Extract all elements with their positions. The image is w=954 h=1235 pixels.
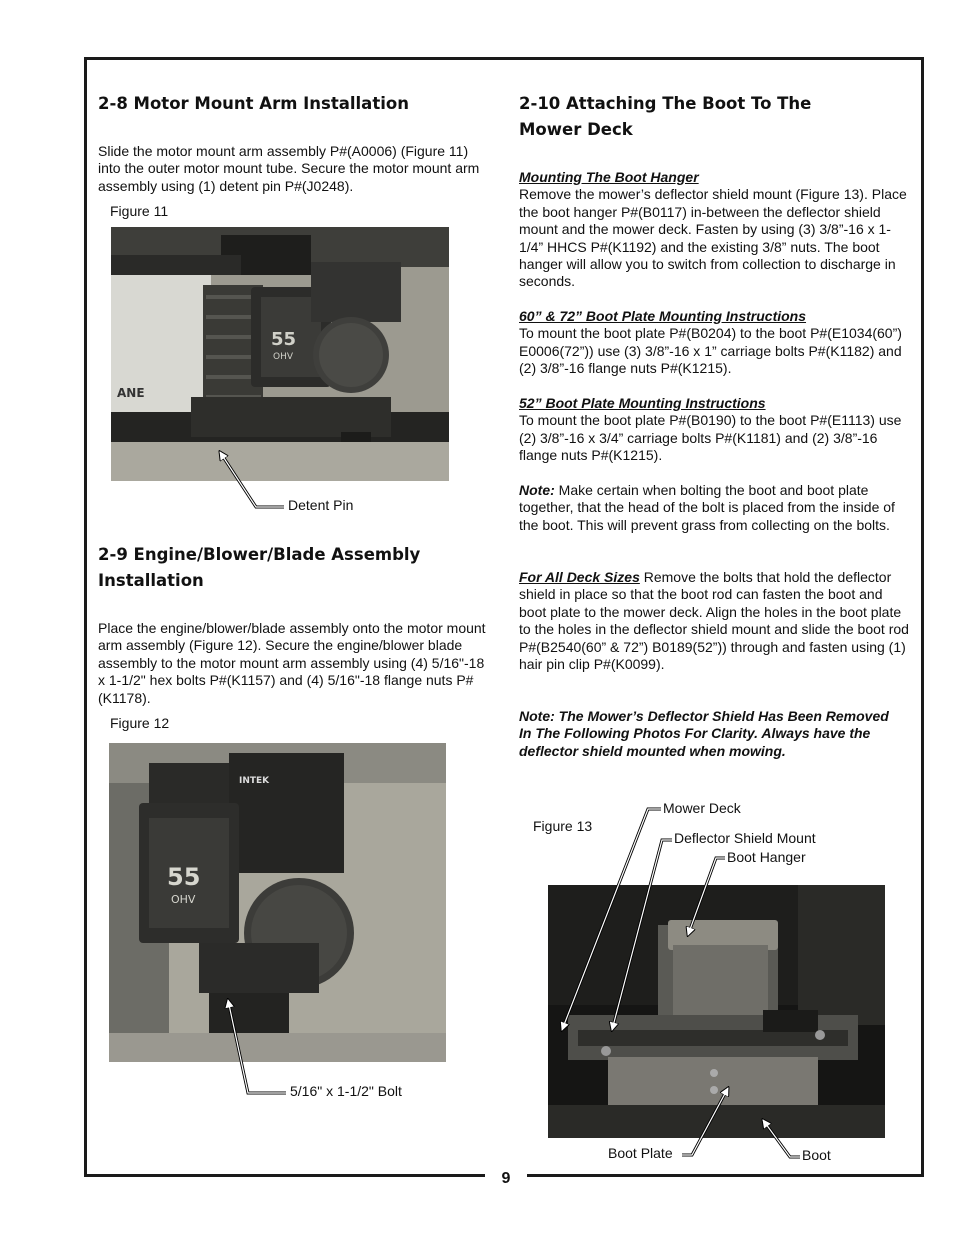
note-bolting-label: Note: [519,482,555,498]
boot-hanger-block [519,169,911,291]
fig12-intek-badge: INTEK [239,776,270,786]
figure-12-photo [109,743,446,1062]
section-2-10-heading-line1: 2-10 Attaching The Boot To The [519,94,812,113]
figure-13-photo [548,885,885,1138]
section-2-8-body: Slide the motor mount arm assembly P#(A0006) (Figure 11) into the outer motor mount tube. Secure the motor mount arm assembly using (1) detent pin P#(J0248). [98,143,480,194]
figure-13-label-deflector-shield-mount: Deflector Shield Mount [674,830,816,846]
note-bolting [519,482,911,534]
note-deflector-shield: Note: The Mower’s Deflector Shield Has Been Removed In The Following Photos For Clarity. Always have the deflector shield mounted when mowing. [519,708,889,759]
figure-13-label-mower-deck: Mower Deck [663,800,741,816]
all-deck-sizes [519,569,911,673]
section-2-8-heading: 2-8 Motor Mount Arm Installation [98,94,409,113]
fig11-engine-badge-sub: OHV [273,352,294,362]
boot-hanger-title: Mounting The Boot Hanger [519,169,699,185]
boot-plate-60-72-title: 60” & 72” Boot Plate Mounting Instructions [519,308,807,324]
boot-plate-52-body: To mount the boot plate P#(B0190) to the boot P#(E1113) use (2) 3/8”-16 x 3/4” carriage bolts P#(K1181) and (2) 3/8”-16 flange nuts P#(K1215). [519,412,902,464]
figure-13-label-boot-plate: Boot Plate [608,1145,673,1161]
figure-12-caption: Figure 12 [110,715,170,731]
note-bolting-body: Make certain when bolting the boot and boot plate together, that the head of the bolt is placed from the inside of the boot. This will prevent grass from collecting on the bolts. [519,482,895,533]
boot-plate-60-72-block [519,308,911,378]
section-2-10-heading-line2: Mower Deck [519,120,633,139]
fig11-engine-badge: 55 [271,329,297,350]
figure-11-photo [111,227,449,481]
fig12-engine-badge: 55 [167,863,201,891]
boot-plate-60-72-body: To mount the boot plate P#(B0204) to the boot P#(E1034(60”) E0006(72”)) use (3) 3/8”-16 x 1” carriage bolts P#(K1182) and (2) 3/8”-16 flange nuts P#(K1215). [519,325,902,377]
figure-12-label-bolt: 5/16" x 1-1/2" Bolt [290,1083,402,1099]
figure-13-label-boot: Boot [802,1147,831,1163]
page-number: 9 [501,1170,511,1187]
all-deck-sizes-label: For All Deck Sizes [519,569,640,585]
figure-13-label-boot-hanger: Boot Hanger [727,849,806,865]
section-2-9-heading-line1: 2-9 Engine/Blower/Blade Assembly [98,545,421,564]
all-deck-sizes-body: Remove the bolts that hold the deflector shield in place so that the boot rod can fasten the boot and boot plate to the mower deck. Align the holes in the boot plate to the holes in the deflector shield mount and slide the boot rod P#(B2540(60” & 72”) B0189(52”)) through and fasten using (1) hair pin clip P#(K0099). [519,569,909,673]
figure-11-caption: Figure 11 [110,203,169,219]
boot-hanger-body: Remove the mower’s deflector shield mount (Figure 13). Place the boot hanger P#(B0117) in-between the deflector shield mount and the mower deck. Fasten by using (3) 3/8”-16 x 1-1/4” HHCS P#(K1192) and the existing 3/8” nuts. The boot hanger will allow you to switch from collection to discharge in seconds. [519,186,907,290]
boot-plate-52-title: 52” Boot Plate Mounting Instructions [519,395,766,411]
boot-plate-52-block [519,395,911,465]
figure-13-caption: Figure 13 [533,818,593,834]
fig11-deck-text: ANE [117,386,145,400]
section-2-9-heading-line2: Installation [98,571,204,590]
section-2-9-body: Place the engine/blower/blade assembly onto the motor mount arm assembly (Figure 12). Secure the engine/blower blade assembly to the motor mount arm assembly using (4) 5/16"-18 x 1-1/2" hex bolts P#(K1157) and (4) 5/16"-18 flange nuts P#(K1178). [98,620,486,706]
figure-11-label-detent-pin: Detent Pin [288,497,354,513]
fig12-engine-badge-sub: OHV [171,893,196,906]
